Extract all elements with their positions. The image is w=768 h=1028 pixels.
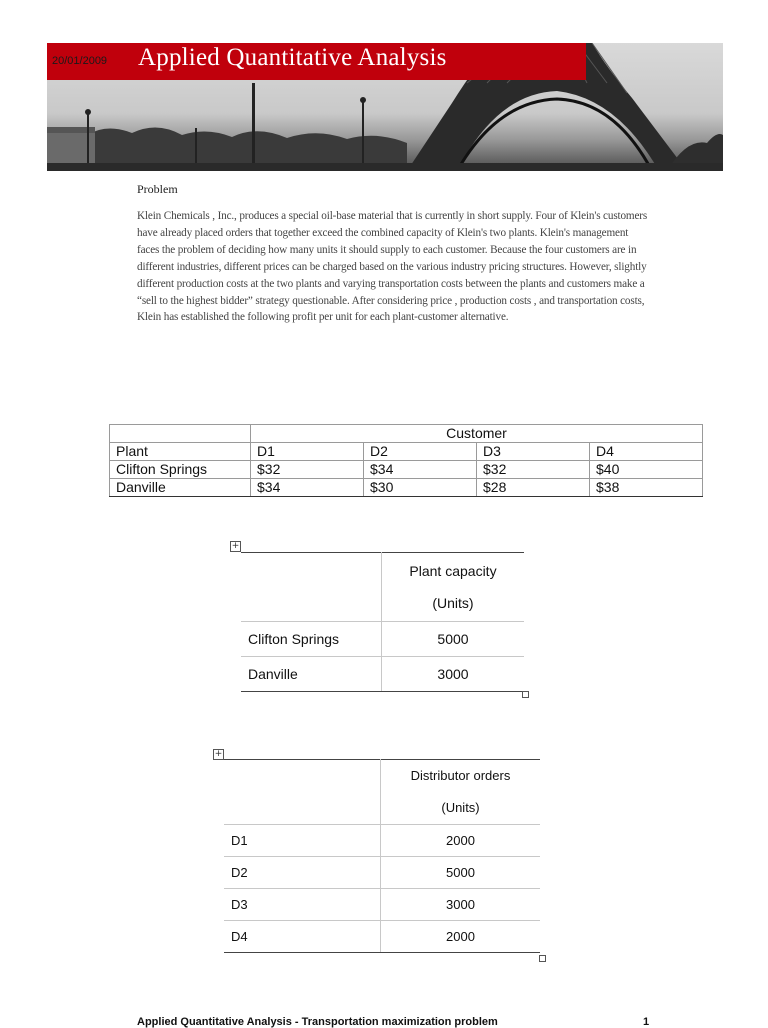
table-row [224, 857, 540, 889]
capacity-table-header-row [241, 553, 524, 622]
table-row [224, 889, 540, 921]
orders-header-line2: (Units) [441, 800, 480, 815]
distributor-name-cell: D2 [224, 857, 381, 889]
profit-cell: $34 [364, 461, 477, 479]
column-header-d4: D4 [590, 443, 703, 461]
table-move-handle-icon[interactable]: + [214, 749, 223, 759]
table-row [224, 921, 540, 953]
distributor-name-cell: D1 [224, 825, 381, 857]
order-value-cell: 5000 [381, 857, 541, 889]
column-header-d3: D3 [477, 443, 590, 461]
plant-name-cell: Clifton Springs [241, 622, 382, 657]
table-resize-handle-icon[interactable] [522, 691, 529, 698]
profit-cell: $32 [477, 461, 590, 479]
plant-name-cell: Danville [110, 479, 251, 497]
capacity-value-cell: 3000 [382, 657, 525, 692]
capacity-header-line1: Plant capacity [409, 563, 497, 579]
table-row [110, 461, 703, 479]
profit-cell: $28 [477, 479, 590, 497]
plant-name-cell: Danville [241, 657, 382, 692]
capacity-header-line2: (Units) [432, 595, 474, 611]
profit-table-group-header [110, 425, 703, 443]
orders-table-header-row [224, 760, 540, 825]
profit-cell: $32 [251, 461, 364, 479]
table-row [224, 825, 540, 857]
profit-cell: $40 [590, 461, 703, 479]
order-value-cell: 3000 [381, 889, 541, 921]
document-title: Applied Quantitative Analysis [138, 44, 447, 71]
column-header-d2: D2 [364, 443, 477, 461]
capacity-value-cell: 5000 [382, 622, 525, 657]
customer-header: Customer [251, 425, 703, 443]
plant-name-cell: Clifton Springs [110, 461, 251, 479]
orders-header-line1: Distributor orders [410, 768, 511, 783]
page-number: 1 [643, 1016, 650, 1028]
profit-cell: $38 [590, 479, 703, 497]
orders-table-empty-cell [224, 760, 381, 825]
distributor-orders-table [224, 759, 540, 953]
table-move-handle-icon[interactable]: + [231, 541, 240, 551]
problem-paragraph: Klein Chemicals , Inc., produces a special oil-base material that is currently in short supply. Four of Klein's customers have already placed orders that together exceed the combined capacity of Klein's two plants. Klein's management faces the problem of deciding how many units it should supply to each customer. Because the four customers are in different industries, different prices can be charged based on the various industry pricing structures. However, slightly different production costs at the two plants and varying transportation costs between the plants and customers make a “sell to the highest bidder” strategy questionable. After considering price , production costs , and transportation costs, Klein has established the following profit per unit for each plant-customer alternative. [137, 210, 648, 324]
distributor-name-cell: D4 [224, 921, 381, 953]
problem-heading: Problem [137, 182, 178, 196]
column-header-plant: Plant [110, 443, 251, 461]
profit-table [109, 424, 703, 497]
capacity-table-empty-cell [241, 553, 382, 622]
order-value-cell: 2000 [381, 921, 541, 953]
document-date: 20/01/2009 [52, 55, 108, 67]
profit-cell: $30 [364, 479, 477, 497]
table-resize-handle-icon[interactable] [539, 955, 546, 962]
plant-capacity-table [241, 552, 524, 692]
profit-table-column-headers [110, 443, 703, 461]
table-row [241, 657, 524, 692]
order-value-cell: 2000 [381, 825, 541, 857]
page-footer: Applied Quantitative Analysis - Transportation maximization problem [137, 1016, 498, 1028]
table-row [241, 622, 524, 657]
table-row [110, 479, 703, 497]
column-header-d1: D1 [251, 443, 364, 461]
profit-table-empty-cell [110, 425, 251, 443]
distributor-name-cell: D3 [224, 889, 381, 921]
profit-cell: $34 [251, 479, 364, 497]
capacity-header-cell [382, 553, 525, 622]
orders-header-cell [381, 760, 541, 825]
